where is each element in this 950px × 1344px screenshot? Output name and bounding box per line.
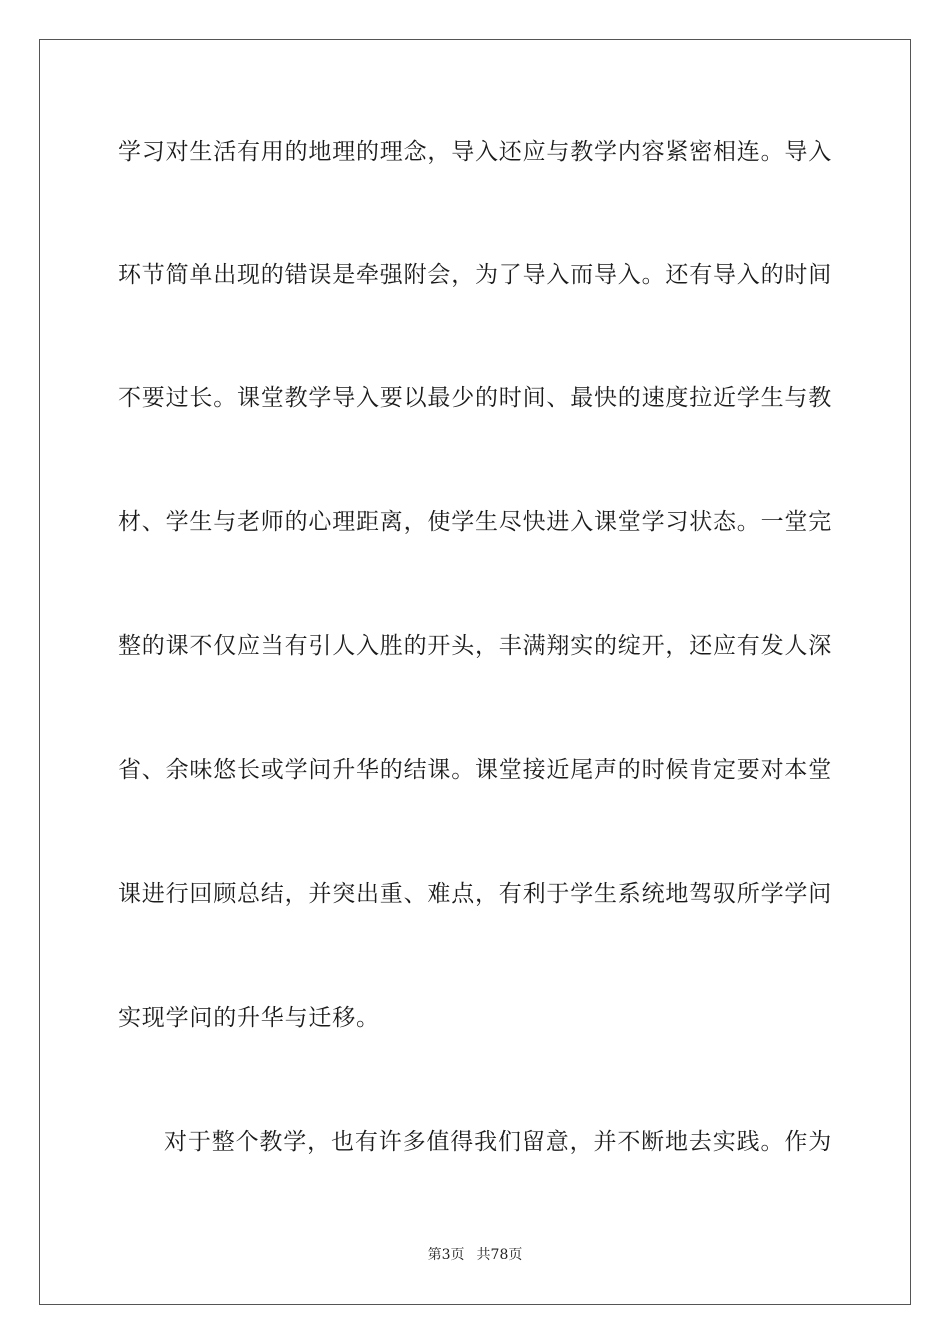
body-line-2: 环节简单出现的错误是牵强附会，为了导入而导入。还有导入的时间 [118, 262, 832, 288]
body-line-1: 学习对生活有用的地理的理念，导入还应与教学内容紧密相连。导入 [118, 139, 832, 165]
page-number: 第3页 [427, 1247, 465, 1263]
total-pages: 共78页 [476, 1247, 523, 1263]
body-line-8: 实现学问的升华与迁移。 [118, 1005, 380, 1031]
body-line-3: 不要过长。课堂教学导入要以最少的时间、最快的速度拉近学生与教 [118, 385, 832, 411]
body-line-7: 课进行回顾总结，并突出重、难点，有利于学生系统地驾驭所学学问 [118, 881, 832, 907]
page-border [39, 39, 911, 1305]
page-footer [0, 1246, 950, 1264]
body-line-4: 材、学生与老师的心理距离，使学生尽快进入课堂学习状态。一堂完 [118, 509, 832, 535]
body-line-5: 整的课不仅应当有引人入胜的开头，丰满翔实的绽开，还应有发人深 [118, 633, 832, 659]
body-line-6: 省、余味悠长或学问升华的结课。课堂接近尾声的时候肯定要对本堂 [118, 757, 832, 783]
paragraph-indented-line: 对于整个教学，也有许多值得我们留意，并不断地去实践。作为 [164, 1129, 832, 1155]
